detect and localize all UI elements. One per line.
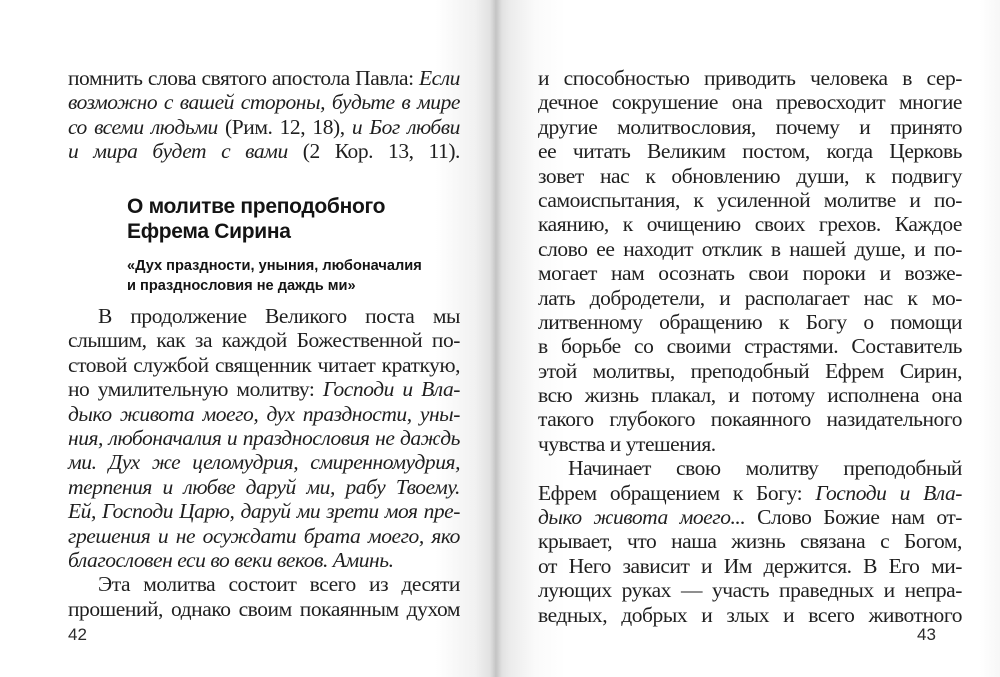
text-line: [538, 139, 962, 163]
italic-text: Господи и Вла-: [322, 377, 461, 402]
text-line: [538, 603, 962, 627]
text-line: [68, 548, 460, 572]
text-segment: (Рим. 12, 18),: [217, 114, 352, 139]
text-line: [538, 432, 962, 456]
text-line: [68, 377, 460, 401]
left-body-text: [68, 304, 460, 621]
section-heading: [127, 194, 457, 244]
italic-text: Господи и Вла-: [815, 480, 962, 505]
text-line: [538, 261, 962, 285]
text-segment: лующих руках — участь праведных и непра-: [538, 578, 962, 603]
text-line: [68, 572, 460, 596]
italic-text: ми. Дух же целомудрия, смиренномудрия,: [68, 450, 460, 475]
text-line: [538, 578, 962, 602]
italic-text: Ей, Господи Царю, даруй ми зрети моя пре-: [68, 499, 460, 524]
text-segment: ее читать Великим постом, когда Церковь: [538, 139, 962, 164]
text-line: [68, 90, 460, 114]
text-segment: самоиспытания, к усиленной молитве и по-: [538, 187, 962, 212]
text-segment: такого глубокого покаянного назидательного: [538, 407, 962, 432]
text-segment: крывает, что наша жизнь связана с Богом,: [538, 529, 962, 554]
italic-text: благословен еси во веки веков. Аминь.: [68, 547, 394, 572]
text-segment: зовет нас к обновлению души, к подвигу: [538, 163, 962, 188]
text-line: [538, 115, 962, 139]
text-segment: всю жизнь плакал, и потому исполнена она: [538, 383, 962, 408]
italic-text: терпения и любве даруй ми, рабу Твоему.: [68, 474, 460, 499]
text-line: [68, 304, 460, 328]
text-line: [538, 359, 962, 383]
italic-text: и мира будет с вами: [68, 139, 288, 164]
text-segment: Слово Божие нам от-: [745, 505, 963, 530]
text-segment: литвенному обращению к Богу о помощи: [538, 309, 962, 334]
text-line: [68, 139, 460, 163]
section-heading-line: Ефрема Сирина: [127, 220, 291, 243]
text-segment: чувства и утешения.: [538, 431, 716, 456]
epigraph-line: и празднословия не даждь ми»: [127, 278, 356, 294]
text-segment: слово ее находит отклик в нашей душе, и по-: [538, 236, 962, 261]
text-segment: В продолжение Великого поста мы: [98, 304, 460, 328]
italic-text: грешения и не осуждати брата моего, яко: [68, 523, 460, 548]
text-line: [538, 383, 962, 407]
italic-text: и Бог любви: [351, 114, 460, 139]
text-segment: прошений, однако своим покаянным духом: [68, 596, 460, 621]
text-line: [538, 529, 962, 553]
left-intro-paragraph: [68, 66, 460, 164]
text-line: [68, 450, 460, 474]
text-segment: Ефрем обращением к Богу:: [538, 480, 816, 505]
text-line: [68, 426, 460, 450]
page-number-right: 43: [917, 625, 936, 644]
text-line: [538, 310, 962, 334]
right-body-text: [538, 66, 962, 627]
text-segment: но умилительную молитву:: [68, 377, 323, 402]
text-segment: этой молитвы, преподобный Ефрем Сирин,: [538, 358, 962, 383]
text-line: [538, 407, 962, 431]
text-segment: помнить слова святого апостола Павла:: [68, 66, 419, 90]
text-segment: и способностью приводить человека в сер-: [538, 66, 962, 90]
text-line: [538, 505, 962, 529]
text-line: [538, 286, 962, 310]
text-line: [68, 524, 460, 548]
italic-text: Если: [418, 66, 460, 90]
italic-text: ния, любоначалия и празднословия не даждь: [68, 425, 460, 450]
text-segment: могает нам осознать свои пороки и возже-: [538, 261, 962, 286]
text-line: [68, 597, 460, 621]
section-heading-line: О молитве преподобного: [127, 195, 386, 218]
text-segment: слышим, как за каждой Божественной по-: [68, 328, 460, 353]
text-line: [538, 237, 962, 261]
text-line: [538, 90, 962, 114]
text-segment: от Него зависит и Им держится. В Его ми-: [538, 553, 962, 578]
italic-text: со всеми людьми: [68, 114, 218, 139]
text-line: [68, 499, 460, 523]
text-line: [538, 334, 962, 358]
text-line: [538, 188, 962, 212]
text-segment: Начинает свою молитву преподобный: [568, 456, 962, 481]
text-segment: ведных, добрых и злых и всего животного: [538, 602, 962, 627]
text-line: [68, 402, 460, 426]
text-line: [538, 481, 962, 505]
text-segment: дечное сокрушение она превосходит многие: [538, 90, 962, 115]
text-line: [68, 115, 460, 139]
text-line: [68, 66, 460, 90]
text-segment: (2 Кор. 13, 11).: [287, 139, 460, 164]
text-line: [538, 554, 962, 578]
text-segment: другие молитвословия, почему и принято: [538, 114, 962, 139]
text-line: [538, 212, 962, 236]
text-line: [538, 66, 962, 90]
text-line: [538, 456, 962, 480]
text-segment: стовой службой священник читает краткую,: [68, 352, 460, 377]
italic-text: дыко живота моего...: [538, 505, 746, 530]
text-line: [68, 475, 460, 499]
book-gutter: [490, 0, 502, 677]
page-number-left: 42: [68, 625, 87, 644]
epigraph: [127, 256, 467, 296]
text-segment: в борьбе со своими страстями. Составитель: [538, 334, 962, 359]
text-segment: Эта молитва состоит всего из десяти: [98, 572, 460, 597]
text-segment: каянию, к очищению своих грехов. Каждое: [538, 212, 962, 237]
italic-text: возможно с вашей стороны, будьте в мире: [68, 90, 460, 115]
text-segment: лать добродетели, и располагает нас к мо-: [538, 285, 962, 310]
italic-text: дыко живота моего, дух праздности, уны-: [68, 401, 460, 426]
text-line: [68, 328, 460, 352]
text-line: [538, 164, 962, 188]
epigraph-line: «Дух праздности, уныния, любоначалия: [127, 258, 422, 274]
text-line: [68, 353, 460, 377]
